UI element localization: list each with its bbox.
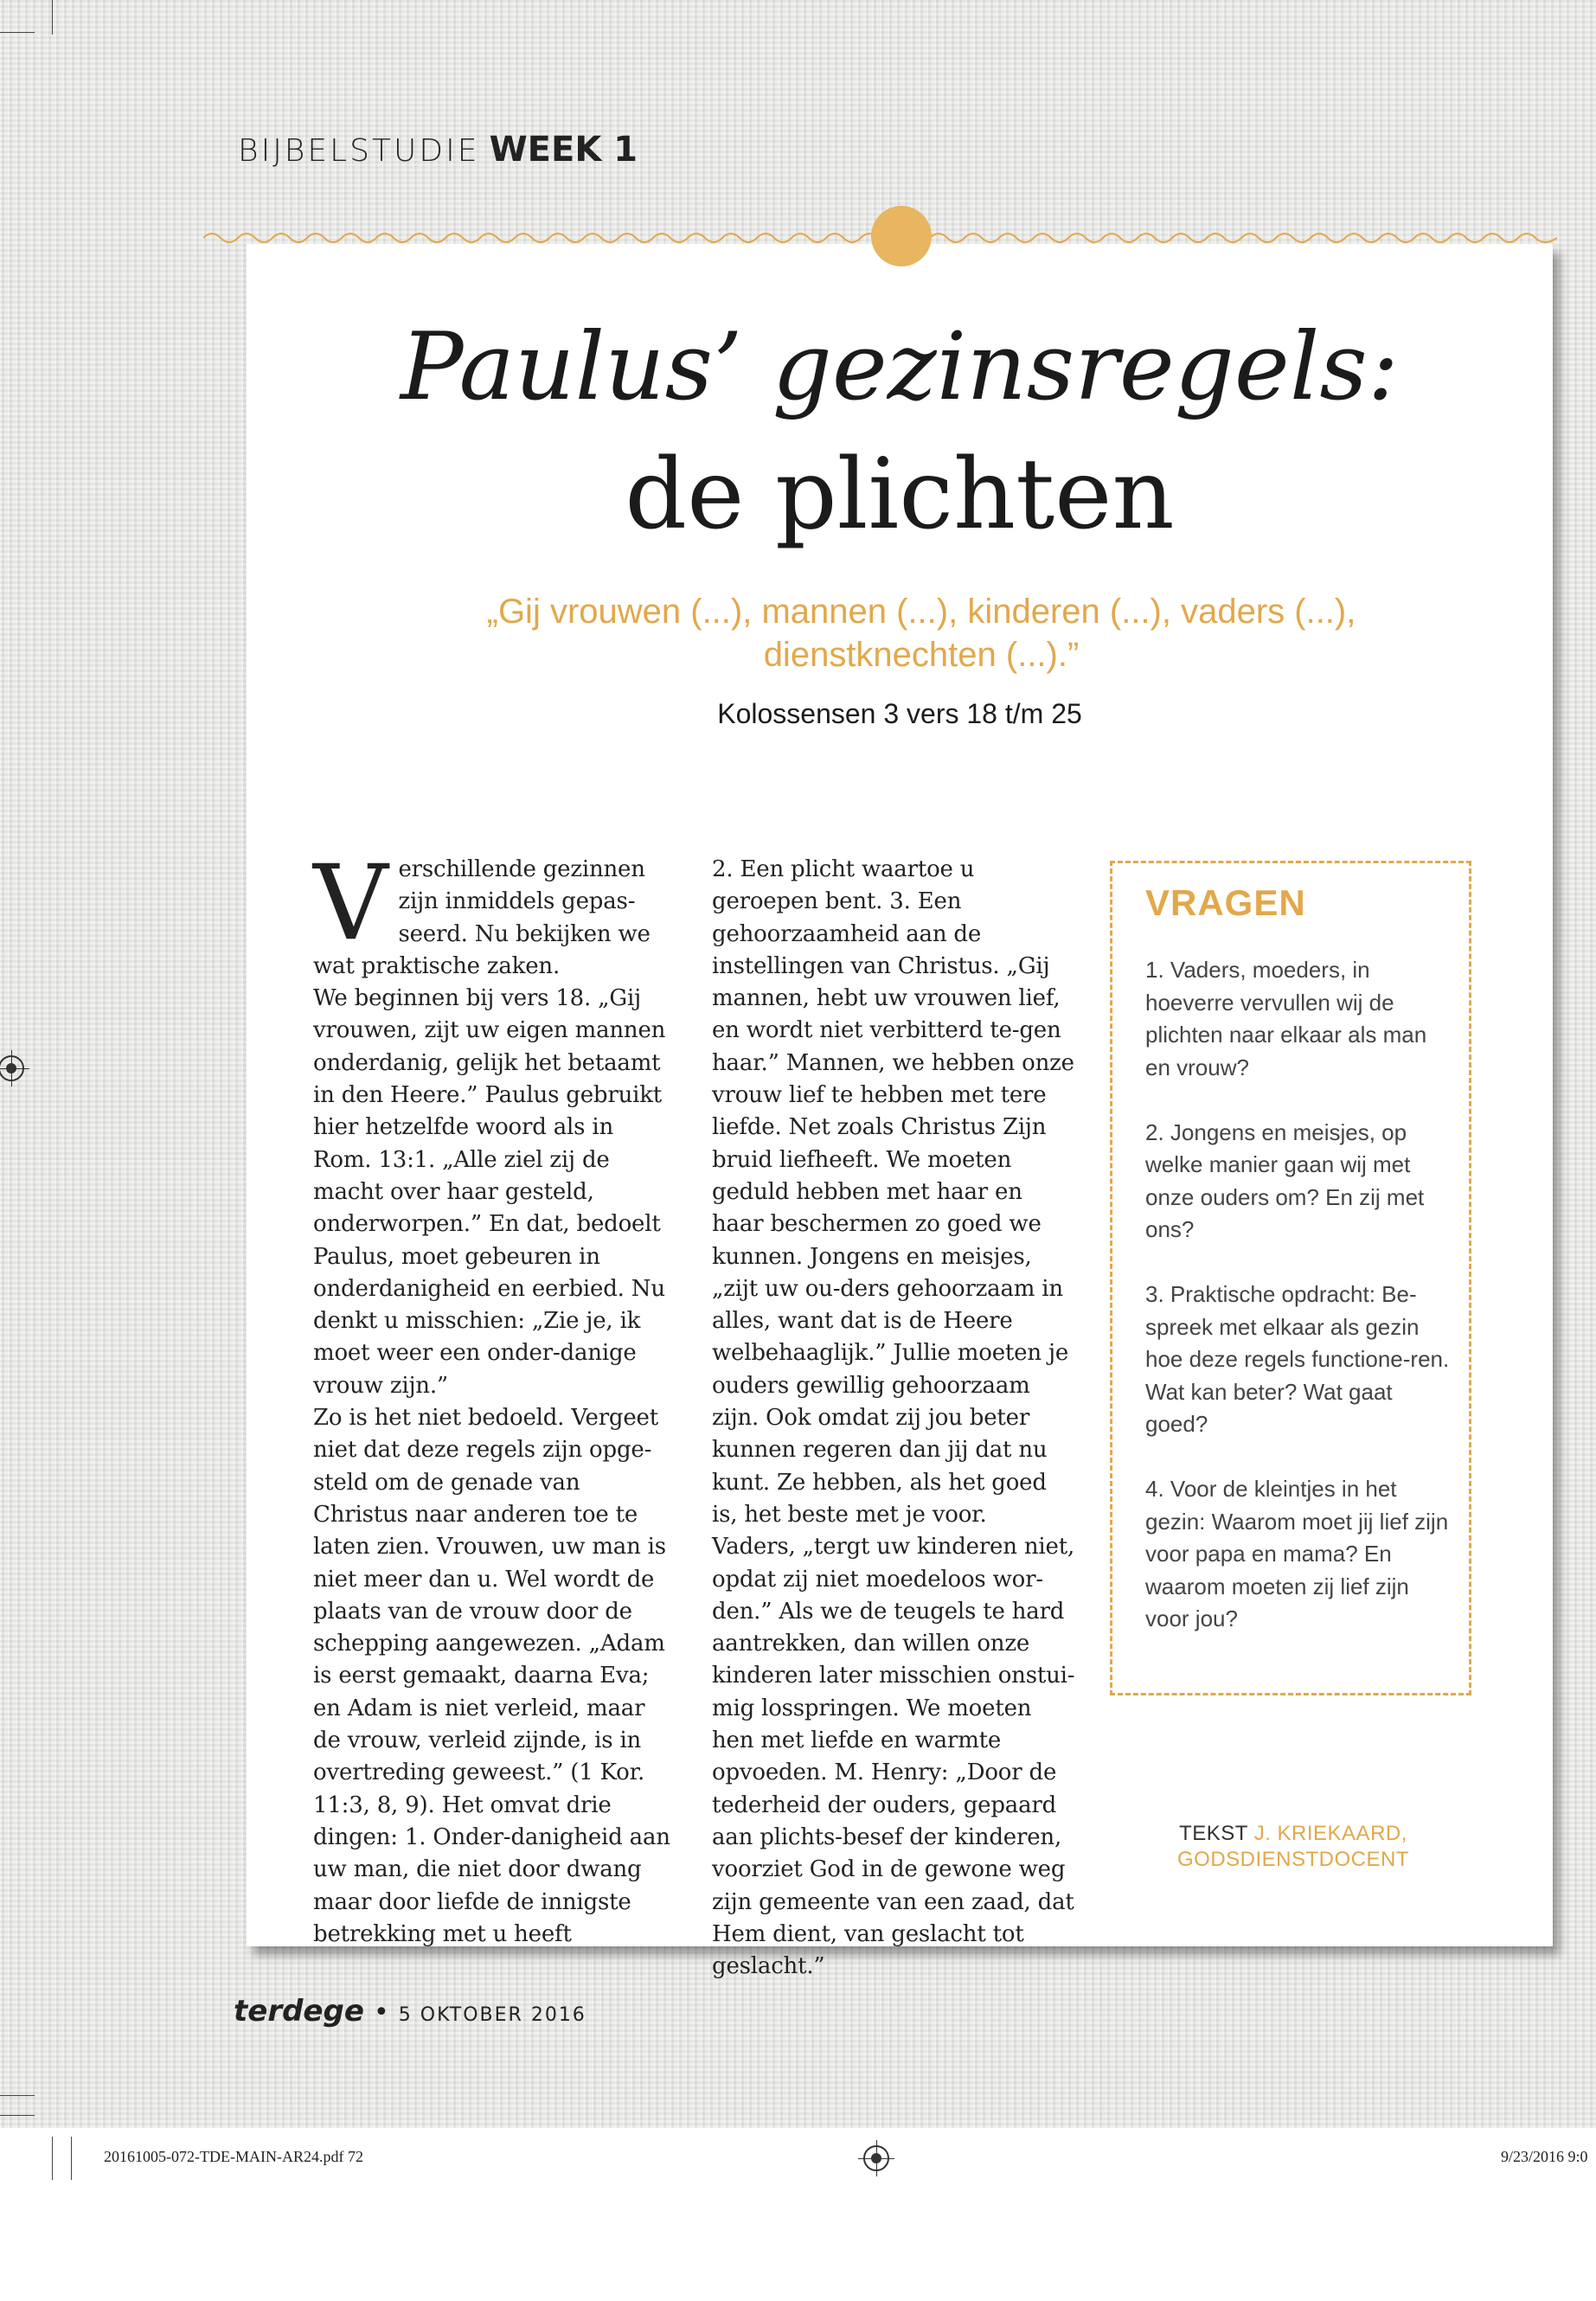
crop-mark [52,2137,53,2180]
issue-date: 5 OKTOBER 2016 [398,2004,586,2026]
paragraph: 2. Een plicht waartoe u geroepen bent. 3. Een gehoorzaamheid aan de instellingen van Christus. „Gij mannen, hebt uw vrouwen lief, en wordt niet verbitterd te-gen haar.” Mannen, we hebben onze vrouw lief te hebben met tere liefde. Net zoals Christus Zijn bruid liefheeft. We moeten geduld hebben met haar en haar beschermen zo goed we kunnen. Jongens en meisjes, „zijt uw ou-ders gehoorzaam in alles, want dat is de Heere welbehaaglijk.” Jullie moeten je ouders gewillig gehoorzaam zijn. Ook omdat zij jou beter kunnen regeren dan jij dat nu kunt. Ze hebben, als het goed is, het beste met je voor. Vaders, „tergt uw kinderen niet, opdat zij niet moedeloos wor-den.” Als we de teugels te hard aantrekken, dan willen onze kinderen later misschien onstui-mig losspringen. We moeten hen met liefde en warmte opvoeden. M. Henry: „Door de tederheid der ouders, gepaard aan plichts-besef der kinderen, voorziet God in de gewone weg zijn gemeente van een zaad, dat Hem dient, van geslacht tot geslacht.” [712,856,1075,1980]
questions-box [1110,861,1471,1695]
paragraph: erschillende gezinnen zijn inmiddels gepas-seerd. Nu bekijken we wat praktische zaken. [313,856,651,979]
question-item: 2. Jongens en meisjes, op welke manier gaan wij met onze ouders om? En zij met ons? [1145,1118,1425,1242]
author-role: GODSDIENSTDOCENT [1176,1848,1409,1871]
article-column-2 [712,854,1075,1983]
crop-mark [71,2137,72,2180]
page-footer [234,1994,586,2029]
drop-cap: V [313,843,388,964]
print-datetime-slug: 9/23/2016 9:0 [1501,2148,1588,2165]
credit-label: TEKST [1179,1822,1248,1845]
article-title-line1: Paulus’ gezinsregels: [400,313,1400,421]
question-item: 4. Voor de kleintjes in het gezin: Waarom moet jij lief zijn voor papa en mama? En waarom moeten zij lief zijn voor jou? [1145,1476,1449,1631]
questions-list [1145,954,1457,1668]
crop-mark [0,2095,35,2096]
footer-separator: • [373,1997,389,2028]
paragraph: We beginnen bij vers 18. „Gij vrouwen, zijt uw eigen mannen onderdanig, gelijk het betaamt in den Heere.” Paulus gebruikt hier hetzelfde woord als in Rom. 13:1. „Alle ziel zij de macht over haar gesteld, onderworpen.” En dat, bedoelt Paulus, moet gebeuren in onderdanigheid en eerbied. Nu denkt u misschien: „Zie je, ik moet weer een onder-danige vrouw zijn.” [313,985,666,1399]
author-credit [1120,1821,1466,1873]
section-header [238,130,638,170]
article-title-line2: de plichten [625,439,1175,551]
author-name: J. KRIEKAARD, [1253,1822,1407,1845]
article-card [247,244,1553,1980]
article-column-1 [313,843,676,1951]
crop-mark [0,2115,35,2116]
scripture-reference: Kolossensen 3 vers 18 t/m 25 [717,698,1082,729]
section-label: BIJBELSTUDIE [238,133,480,169]
brand-logo: terdege [234,1994,364,2029]
questions-heading: VRAGEN [1145,882,1306,923]
question-item: 3. Praktische opdracht: Be-spreek met elkaar als gezin hoe deze regels functione-ren. Wat kan beter? Wat gaat goed? [1145,1281,1450,1437]
crop-mark [52,0,53,35]
crop-mark [0,32,35,33]
question-item: 1. Vaders, moeders, in hoeverre vervullen wij de plichten naar elkaar als man en vrouw? [1145,957,1427,1080]
pin-circle-decoration [871,206,932,266]
scripture-quote: „Gij vrouwen (...), mannen (...), kinderen (...), vaders (...), dienstknechten (...).” [486,593,1356,674]
paragraph: Zo is het niet bedoeld. Vergeet niet dat deze regels zijn opge-steld om de genade van Christus naar anderen toe te laten zien. Vrouwen, uw man is niet meer dan u. Wel wordt de plaats van de vrouw door de schepping aangewezen. „Adam is eerst gemaakt, daarna Eva; en Adam is niet verleid, maar de vrouw, verleid zijnde, is in overtreding geweest.” (1 Kor. 11:3, 8, 9). Het omvat drie dingen: 1. Onder-danigheid aan uw man, die niet door dwang maar door liefde de innigste betrekking met u heeft [313,1405,670,1947]
registration-mark-icon [863,2145,889,2171]
print-file-slug: 20161005-072-TDE-MAIN-AR24.pdf 72 [104,2148,363,2165]
week-label: WEEK 1 [489,130,638,170]
